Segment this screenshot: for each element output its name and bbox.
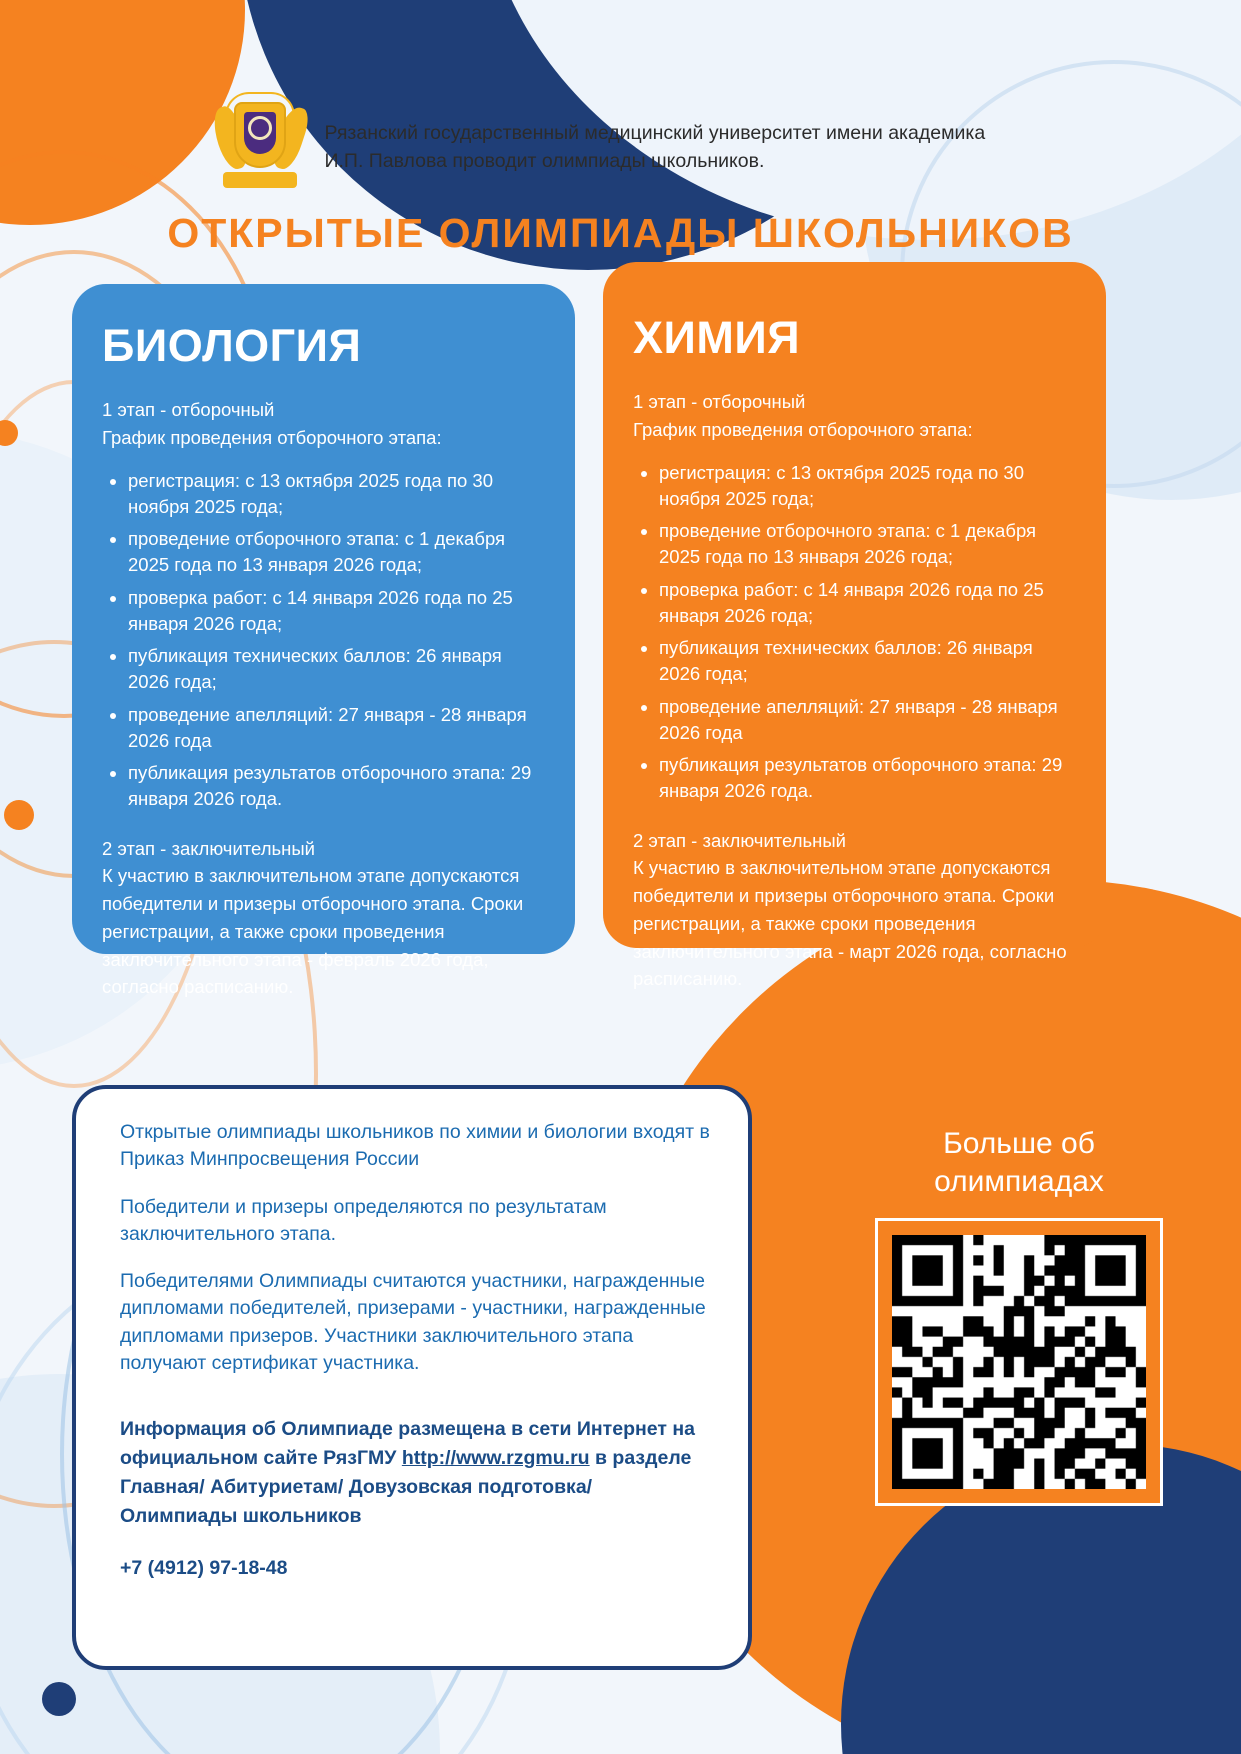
list-item: • проверка работ: с 14 января 2026 года по 25 января 2026 года; — [128, 585, 545, 638]
info-paragraph-2: Победители и призеры определяются по результатам заключительного этапа. — [120, 1195, 607, 1245]
info-contact-text-before: Информация об Олимпиаде размещена в сети Интернет на официальном сайте РязГМУ — [120, 1418, 695, 1470]
card-biology-stage2-title: 2 этап - заключительный — [102, 837, 316, 859]
card-biology-stage1 — [102, 396, 545, 452]
list-item: • публикация результатов отборочного этапа: 29 января 2026 года. — [128, 760, 545, 813]
card-biology-stage2-text: К участию в заключительном этапе допускаются победители и призеры отборочного этапа. Сроки регистрации, а также сроки проведения заключительного этапа - февраль 2026 года, согласно расписанию. — [102, 865, 524, 998]
card-biology-title: БИОЛОГИЯ — [102, 320, 362, 371]
list-item: • регистрация: с 13 октября 2025 года по 30 ноября 2025 года; — [128, 468, 545, 521]
decorative-dot-orange-2 — [4, 800, 34, 830]
card-biology-schedule-list — [106, 468, 545, 813]
info-contact-text-after: в разделе Главная/ Абитуриетам/ Довузовская подготовка/ Олимпиады школьников — [120, 1447, 692, 1527]
card-chemistry-title: ХИМИЯ — [633, 312, 801, 363]
card-chemistry-stage1 — [633, 388, 1076, 444]
card-chemistry — [603, 262, 1106, 990]
card-biology-schedule-label: График проведения отборочного этапа: — [102, 426, 442, 448]
poster-header — [0, 92, 1241, 188]
card-chemistry-stage1-title: 1 этап - отборочный — [633, 391, 806, 412]
list-item: • регистрация: с 13 октября 2025 года по 30 ноября 2025 года; — [659, 460, 1076, 513]
card-chemistry-stage2-text: К участию в заключительном этапе допускаются победители и призеры отборочного этапа. Сроки регистрации, а также сроки проведения заключительного этапа - март 2026 года, согласно расписанию. — [633, 857, 1067, 990]
list-item: • проведение отборочного этапа: с 1 декабря 2025 года по 13 января 2026 года; — [128, 526, 545, 579]
list-item: • проверка работ: с 14 января 2026 года по 25 января 2026 года; — [659, 577, 1076, 630]
card-biology — [72, 284, 575, 998]
card-chemistry-schedule-list — [637, 460, 1076, 805]
list-item: • проведение отборочного этапа: с 1 декабря 2025 года по 13 января 2026 года; — [659, 518, 1076, 571]
list-item: • публикация технических баллов: 26 января 2026 года; — [128, 643, 545, 696]
header-intro-text: Рязанский государственный медицинский университет имени академика И.П. Павлова проводит олимпиады школьников. — [324, 122, 986, 172]
decorative-dot-navy — [42, 1682, 76, 1716]
card-chemistry-stage2 — [633, 827, 1076, 994]
qr-code-icon[interactable] — [892, 1235, 1146, 1489]
list-item: • публикация результатов отборочного этапа: 29 января 2026 года. — [659, 752, 1076, 805]
info-paragraph-1: Открытые олимпиады школьников по химии и биологии входят в Приказ Минпросвещения России — [120, 1121, 710, 1171]
list-item: • проведение апелляций: 27 января - 28 января 2026 года — [659, 694, 1076, 747]
card-biology-stage1-title: 1 этап - отборочный — [102, 399, 275, 420]
list-item: • проведение апелляций: 27 января - 28 января 2026 года — [128, 702, 545, 755]
rzgmu-website-link[interactable]: http://www.rzgmu.ru — [401, 1447, 590, 1470]
card-chemistry-stage2-title: 2 этап - заключительный — [633, 829, 847, 851]
qr-caption: Больше об олимпиадах — [934, 1127, 1104, 1198]
university-crest-icon — [217, 92, 303, 188]
info-paragraph-3: Победителями Олимпиады считаются участники, награжденные дипломами победителей, призерами - участники, награжденные дипломами призеров. Участники заключительного этапа получают сертификат участника. — [120, 1270, 706, 1375]
list-item: • публикация технических баллов: 26 января 2026 года; — [659, 635, 1076, 688]
page-title: ОТКРЫТЫЕ ОЛИМПИАДЫ ШКОЛЬНИКОВ — [167, 210, 1074, 256]
card-biology-stage2 — [102, 835, 545, 1002]
qr-frame[interactable] — [875, 1218, 1163, 1506]
card-chemistry-schedule-label: График проведения отборочного этапа: — [633, 418, 973, 440]
contact-phone: +7 (4912) 97-18-48 — [120, 1556, 288, 1579]
subject-cards — [72, 284, 1169, 998]
info-contact-block — [120, 1415, 710, 1530]
info-card — [72, 1085, 752, 1670]
qr-block — [869, 1125, 1169, 1506]
